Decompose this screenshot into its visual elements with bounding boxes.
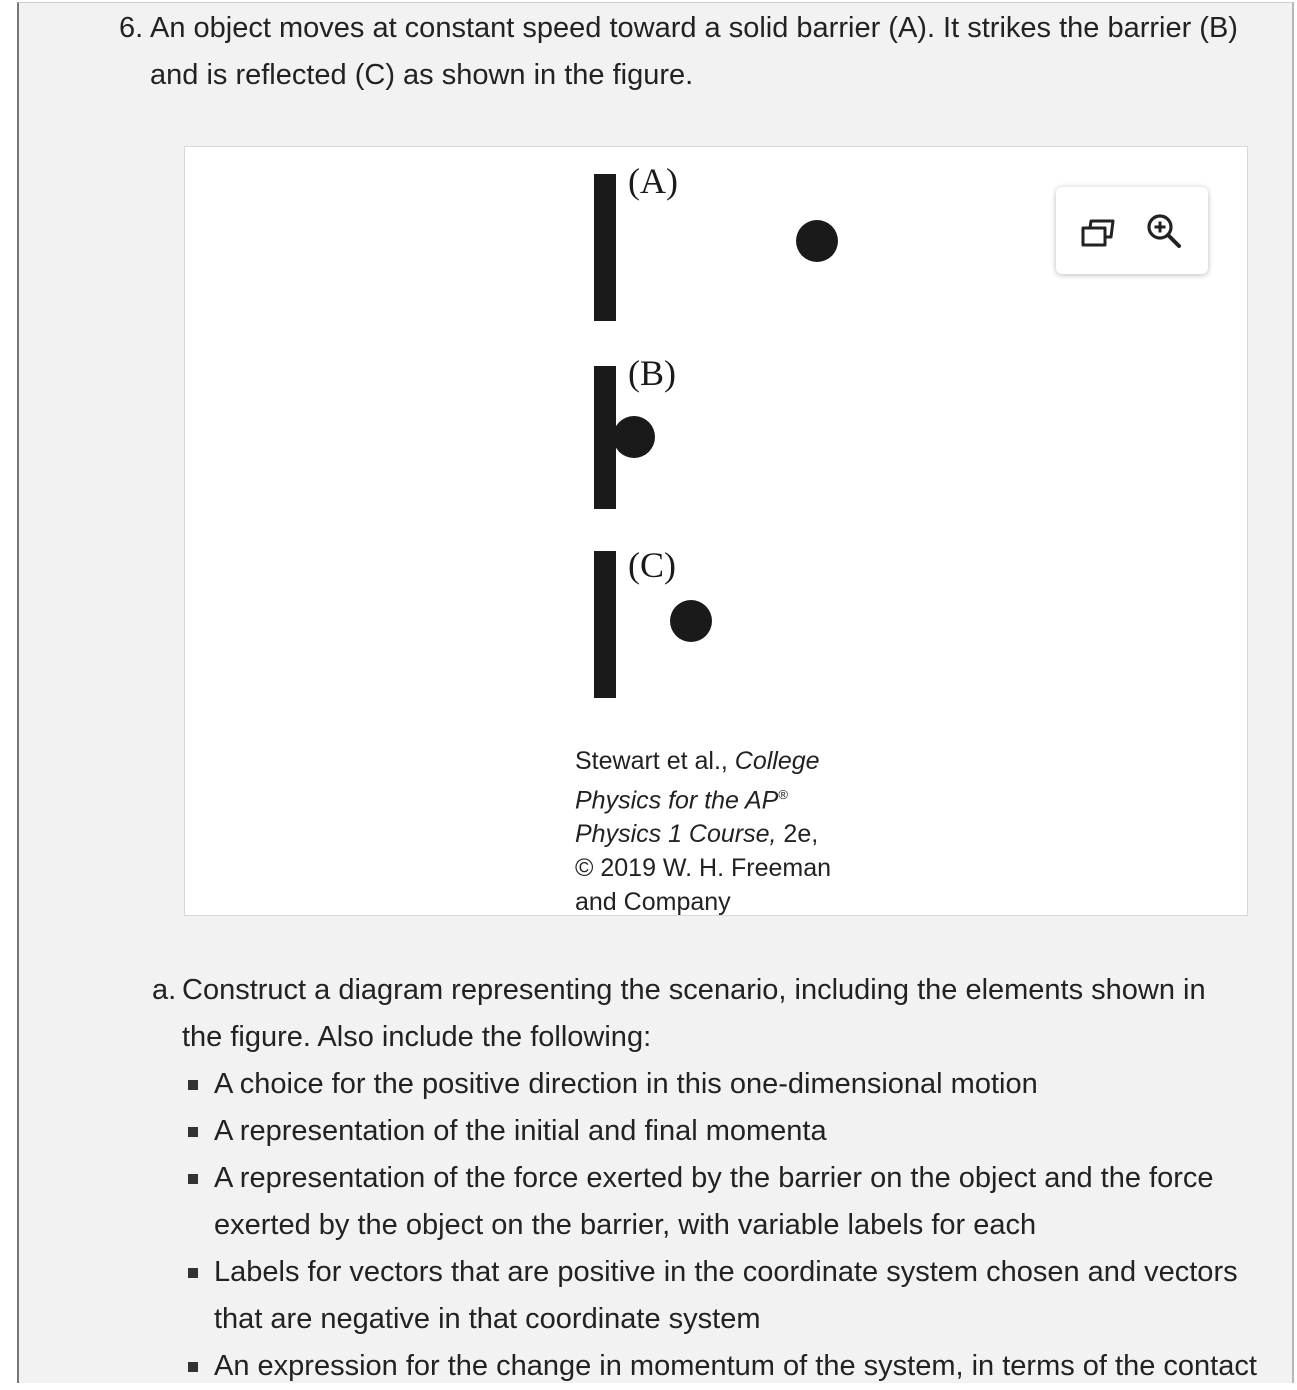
panel-label-b: (B): [628, 353, 676, 393]
bullet-square-icon: [188, 1174, 198, 1184]
barrier-c: [594, 551, 616, 698]
zoom-in-button[interactable]: [1144, 211, 1184, 251]
list-item: [188, 1061, 1278, 1108]
list-item-text: exerted by the object on the barrier, with variable labels for each: [214, 1209, 1037, 1241]
bullet-square-icon: [188, 1268, 198, 1278]
question-text: [150, 5, 1270, 99]
bullet-square-icon: [188, 1127, 198, 1137]
gallery-button[interactable]: [1078, 211, 1118, 251]
credit-title-part: College: [734, 747, 820, 775]
gallery-icon: [1078, 211, 1118, 251]
question-panel: [17, 2, 1294, 1383]
question-line: and is reflected (C) as shown in the figure.: [150, 59, 694, 91]
list-item: [188, 1155, 1278, 1249]
part-label: a.: [152, 974, 177, 1006]
panel-label-a: (A): [628, 161, 678, 201]
list-item-text: A representation of the force exerted by the barrier on the object and the force: [214, 1162, 1214, 1194]
credit-line: [575, 778, 831, 817]
credit-line: and Company: [575, 888, 731, 917]
part-intro-line: the figure. Also include the following:: [182, 1021, 652, 1053]
part-intro-line: Construct a diagram representing the scenario, including the elements shown in: [182, 974, 1206, 1006]
credit-line: [575, 744, 831, 778]
list-item-text: A representation of the initial and final momenta: [214, 1115, 827, 1147]
barrier-a: [594, 174, 616, 321]
object-c: [670, 600, 712, 642]
bullet-square-icon: [188, 1362, 198, 1372]
barrier-b: [594, 366, 616, 509]
list-item-text: An expression for the change in momentum of the system, in terms of the contact: [214, 1350, 1257, 1382]
list-item: [188, 1108, 1278, 1155]
bullet-square-icon: [188, 1080, 198, 1090]
figure-credit: [575, 744, 831, 919]
object-a: [796, 220, 838, 262]
list-item-text: that are negative in that coordinate system: [214, 1303, 761, 1335]
list-item-text: Labels for vectors that are positive in the coordinate system chosen and vectors: [214, 1256, 1238, 1288]
requirements-list: [188, 1061, 1278, 1390]
credit-authors: Stewart et al.,: [575, 747, 735, 775]
part-intro: [182, 967, 1272, 1061]
figure-container: [184, 146, 1248, 916]
object-b: [613, 416, 655, 458]
list-item-text: A choice for the positive direction in this one-dimensional motion: [214, 1068, 1038, 1100]
credit-edition: 2e,: [776, 820, 819, 849]
image-toolbar: [1056, 187, 1208, 274]
credit-line: © 2019 W. H. Freeman: [575, 854, 832, 883]
question-line: An object moves at constant speed toward a solid barrier (A). It strikes the barrier (B): [150, 12, 1238, 44]
panel-label-c: (C): [628, 545, 676, 585]
credit-title-part: Physics 1 Course,: [575, 820, 777, 849]
question-number: 6.: [119, 12, 144, 44]
credit-line: [575, 817, 831, 851]
credit-title-part: Physics for the AP: [575, 786, 779, 815]
list-item: [188, 1249, 1278, 1343]
registered-mark: ®: [778, 787, 788, 802]
zoom-in-icon: [1144, 211, 1184, 251]
